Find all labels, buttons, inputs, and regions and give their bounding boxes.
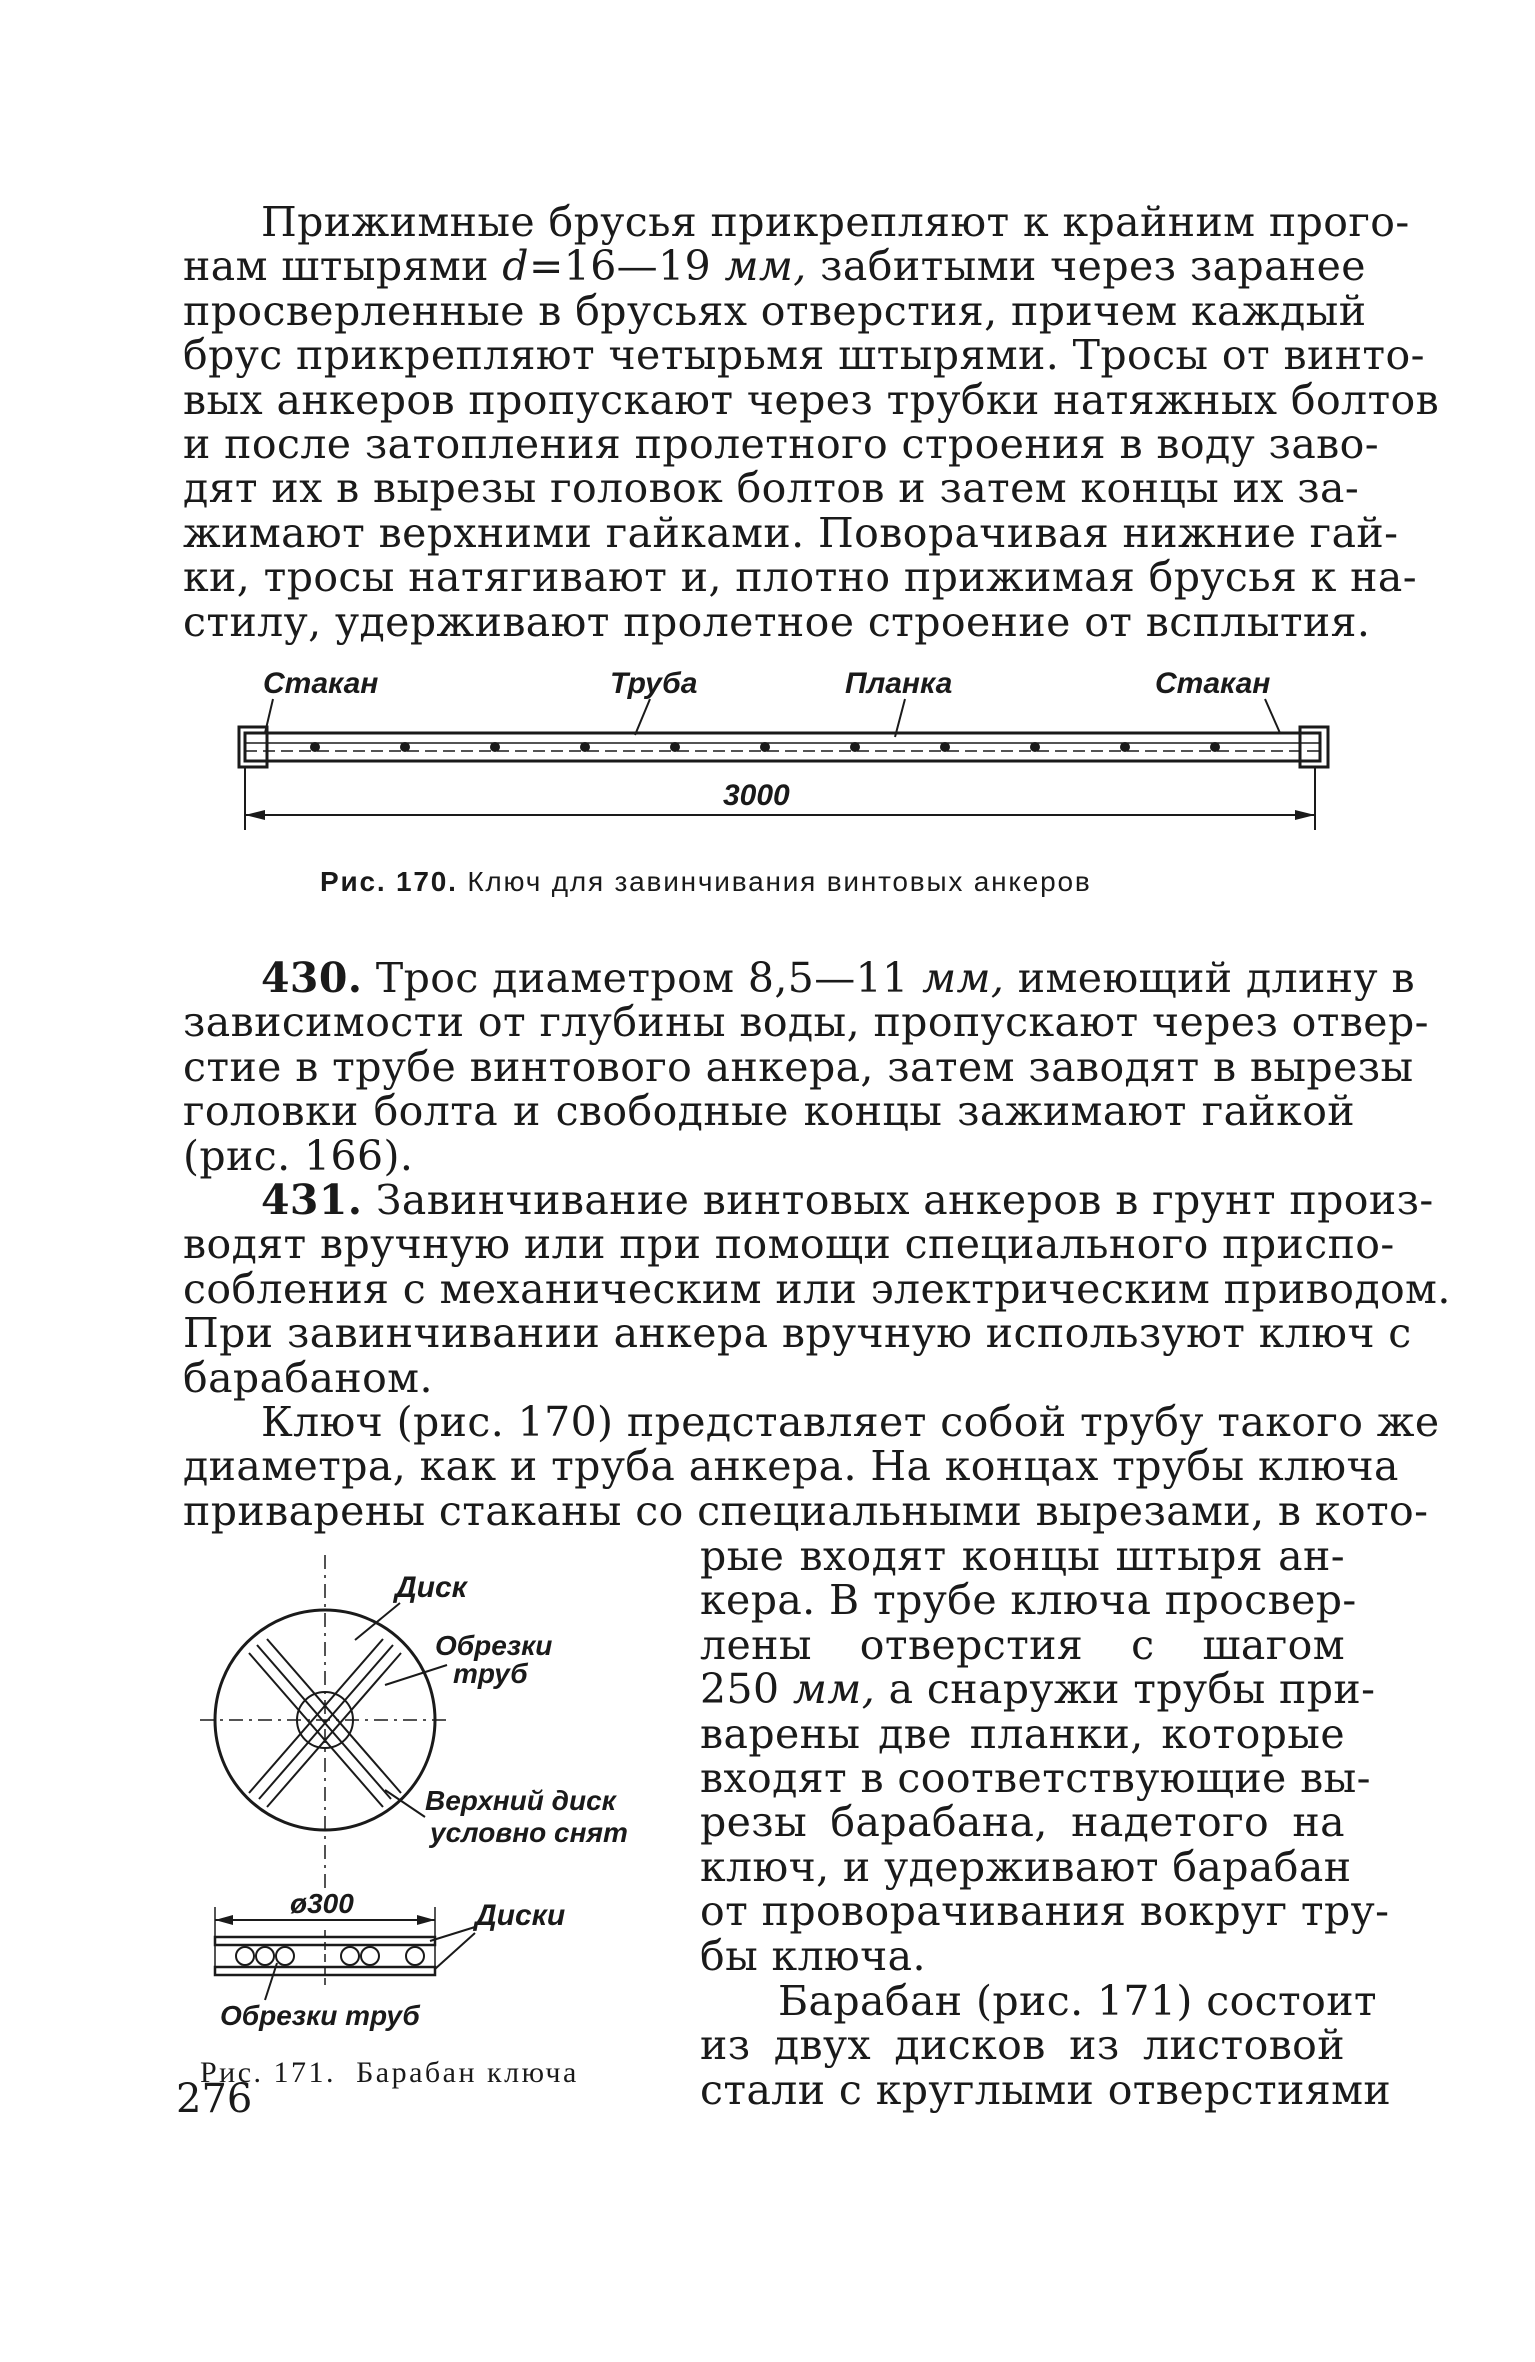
text-line: из двух дисков из листовой	[700, 2021, 1345, 2070]
text-line: варены две планки, которые	[700, 1709, 1345, 1758]
text-line: жимают верхними гайками. Поворачивая нижние гай-	[183, 508, 1399, 557]
text-line: кера. В трубе ключа просвер-	[700, 1576, 1357, 1625]
text-line: ключ, и удерживают барабан	[700, 1842, 1352, 1891]
figure-170-key-diagram	[225, 655, 1335, 835]
page-number: 276	[176, 2076, 253, 2122]
text-line: диаметра, как и труба анкера. На концах трубы ключа	[183, 1442, 1399, 1491]
label-pipe-cuts-1: Обрезки	[435, 1630, 553, 1661]
text-line: бы ключа.	[700, 1931, 926, 1980]
text-line: стилу, удерживают пролетное строение от всплытия.	[183, 597, 1371, 646]
label-top-disk-2: условно снят	[430, 1817, 628, 1848]
text-line: просверленные в брусьях отверстия, причем каждый	[183, 286, 1367, 335]
text-line: и после затопления пролетного строения в воду заво-	[183, 419, 1379, 468]
label-bar: Планка	[845, 667, 953, 700]
text-line: ки, тросы натягивают и, плотно прижимая брусья к на-	[183, 553, 1417, 602]
label-pipe-cuts-2: труб	[453, 1658, 528, 1689]
paragraph-clamp-bars	[183, 198, 1440, 646]
text-line: 431. Завинчивание винтовых анкеров в грунт произ-	[261, 1176, 1434, 1224]
label-cup-right: Стакан	[1155, 667, 1271, 700]
figure-171-caption: Рис. 171. Барабан ключа	[200, 2056, 579, 2089]
side-pipe-cuts	[236, 1947, 424, 1965]
text-line: Барабан (рис. 171) состоит	[778, 1977, 1378, 2025]
paragraph-drum	[700, 1977, 1392, 2114]
label-disks: Диски	[475, 1899, 566, 1932]
text-line: рые входят концы штыря ан-	[700, 1532, 1345, 1580]
paragraph-key-right-column	[700, 1532, 1390, 1980]
text-line: приварены стаканы со специальными вырезами, в кото-	[183, 1486, 1429, 1535]
pipe-holes	[311, 743, 1219, 751]
text-line: зависимости от глубины воды, пропускают через отвер-	[183, 998, 1429, 1047]
text-line: головки болта и свободные концы зажимают гайкой	[183, 1087, 1355, 1136]
text-line: лены отверстия с шагом	[700, 1620, 1345, 1669]
text-line: собления с механическим или электрическим приводом.	[183, 1264, 1451, 1313]
paragraph-431	[183, 1176, 1451, 1402]
paragraph-430	[183, 954, 1429, 1180]
text-line: вых анкеров пропускают через трубки натяжных болтов	[183, 375, 1440, 424]
text-line: брус прикрепляют четырьмя штырями. Тросы от винто-	[183, 331, 1425, 380]
text-line: дят их в вырезы головок болтов и затем концы их за-	[183, 464, 1360, 513]
text-line: (рис. 166).	[183, 1131, 414, 1180]
text-line: При завинчивании анкера вручную используют ключ с	[183, 1309, 1412, 1358]
text-line: входят в соответствующие вы-	[700, 1753, 1371, 1802]
figure-170-caption: Рис. 170. Ключ для завинчивания винтовых анкеров	[320, 866, 1092, 897]
label-pipe: Труба	[610, 667, 698, 700]
paragraph-key	[183, 1398, 1440, 1535]
text-line: резы барабана, надетого на	[700, 1798, 1345, 1847]
text-line: стие в трубе винтового анкера, затем заводят в вырезы	[183, 1042, 1414, 1091]
text-line: 250 мм, а снаружи трубы при-	[700, 1665, 1376, 1714]
text-line: барабаном.	[183, 1353, 433, 1402]
text-line: 430. Трос диаметром 8,5—11 мм, имеющий длину в	[261, 954, 1415, 1002]
label-cup-left: Стакан	[263, 667, 379, 700]
label-pipe-cuts-bottom: Обрезки труб	[220, 2000, 420, 2031]
label-disk: Диск	[395, 1571, 467, 1604]
text-line: стали с круглыми отверстиями	[700, 2065, 1392, 2114]
label-top-disk-1: Верхний диск	[425, 1785, 616, 1816]
text-line: нам штырями d=16—19 мм, забитыми через заранее	[183, 242, 1366, 291]
dimension-3000: 3000	[723, 779, 790, 812]
text-line: водят вручную или при помощи специального приспо-	[183, 1220, 1395, 1269]
text-line: от проворачивания вокруг тру-	[700, 1887, 1390, 1936]
figure-171-drum-diagram	[185, 1555, 685, 2035]
text-line: Ключ (рис. 170) представляет собой трубу такого же	[261, 1398, 1440, 1446]
dimension-300: ø300	[290, 1888, 354, 1919]
text-line: Прижимные брусья прикрепляют к крайним прого-	[261, 198, 1410, 246]
